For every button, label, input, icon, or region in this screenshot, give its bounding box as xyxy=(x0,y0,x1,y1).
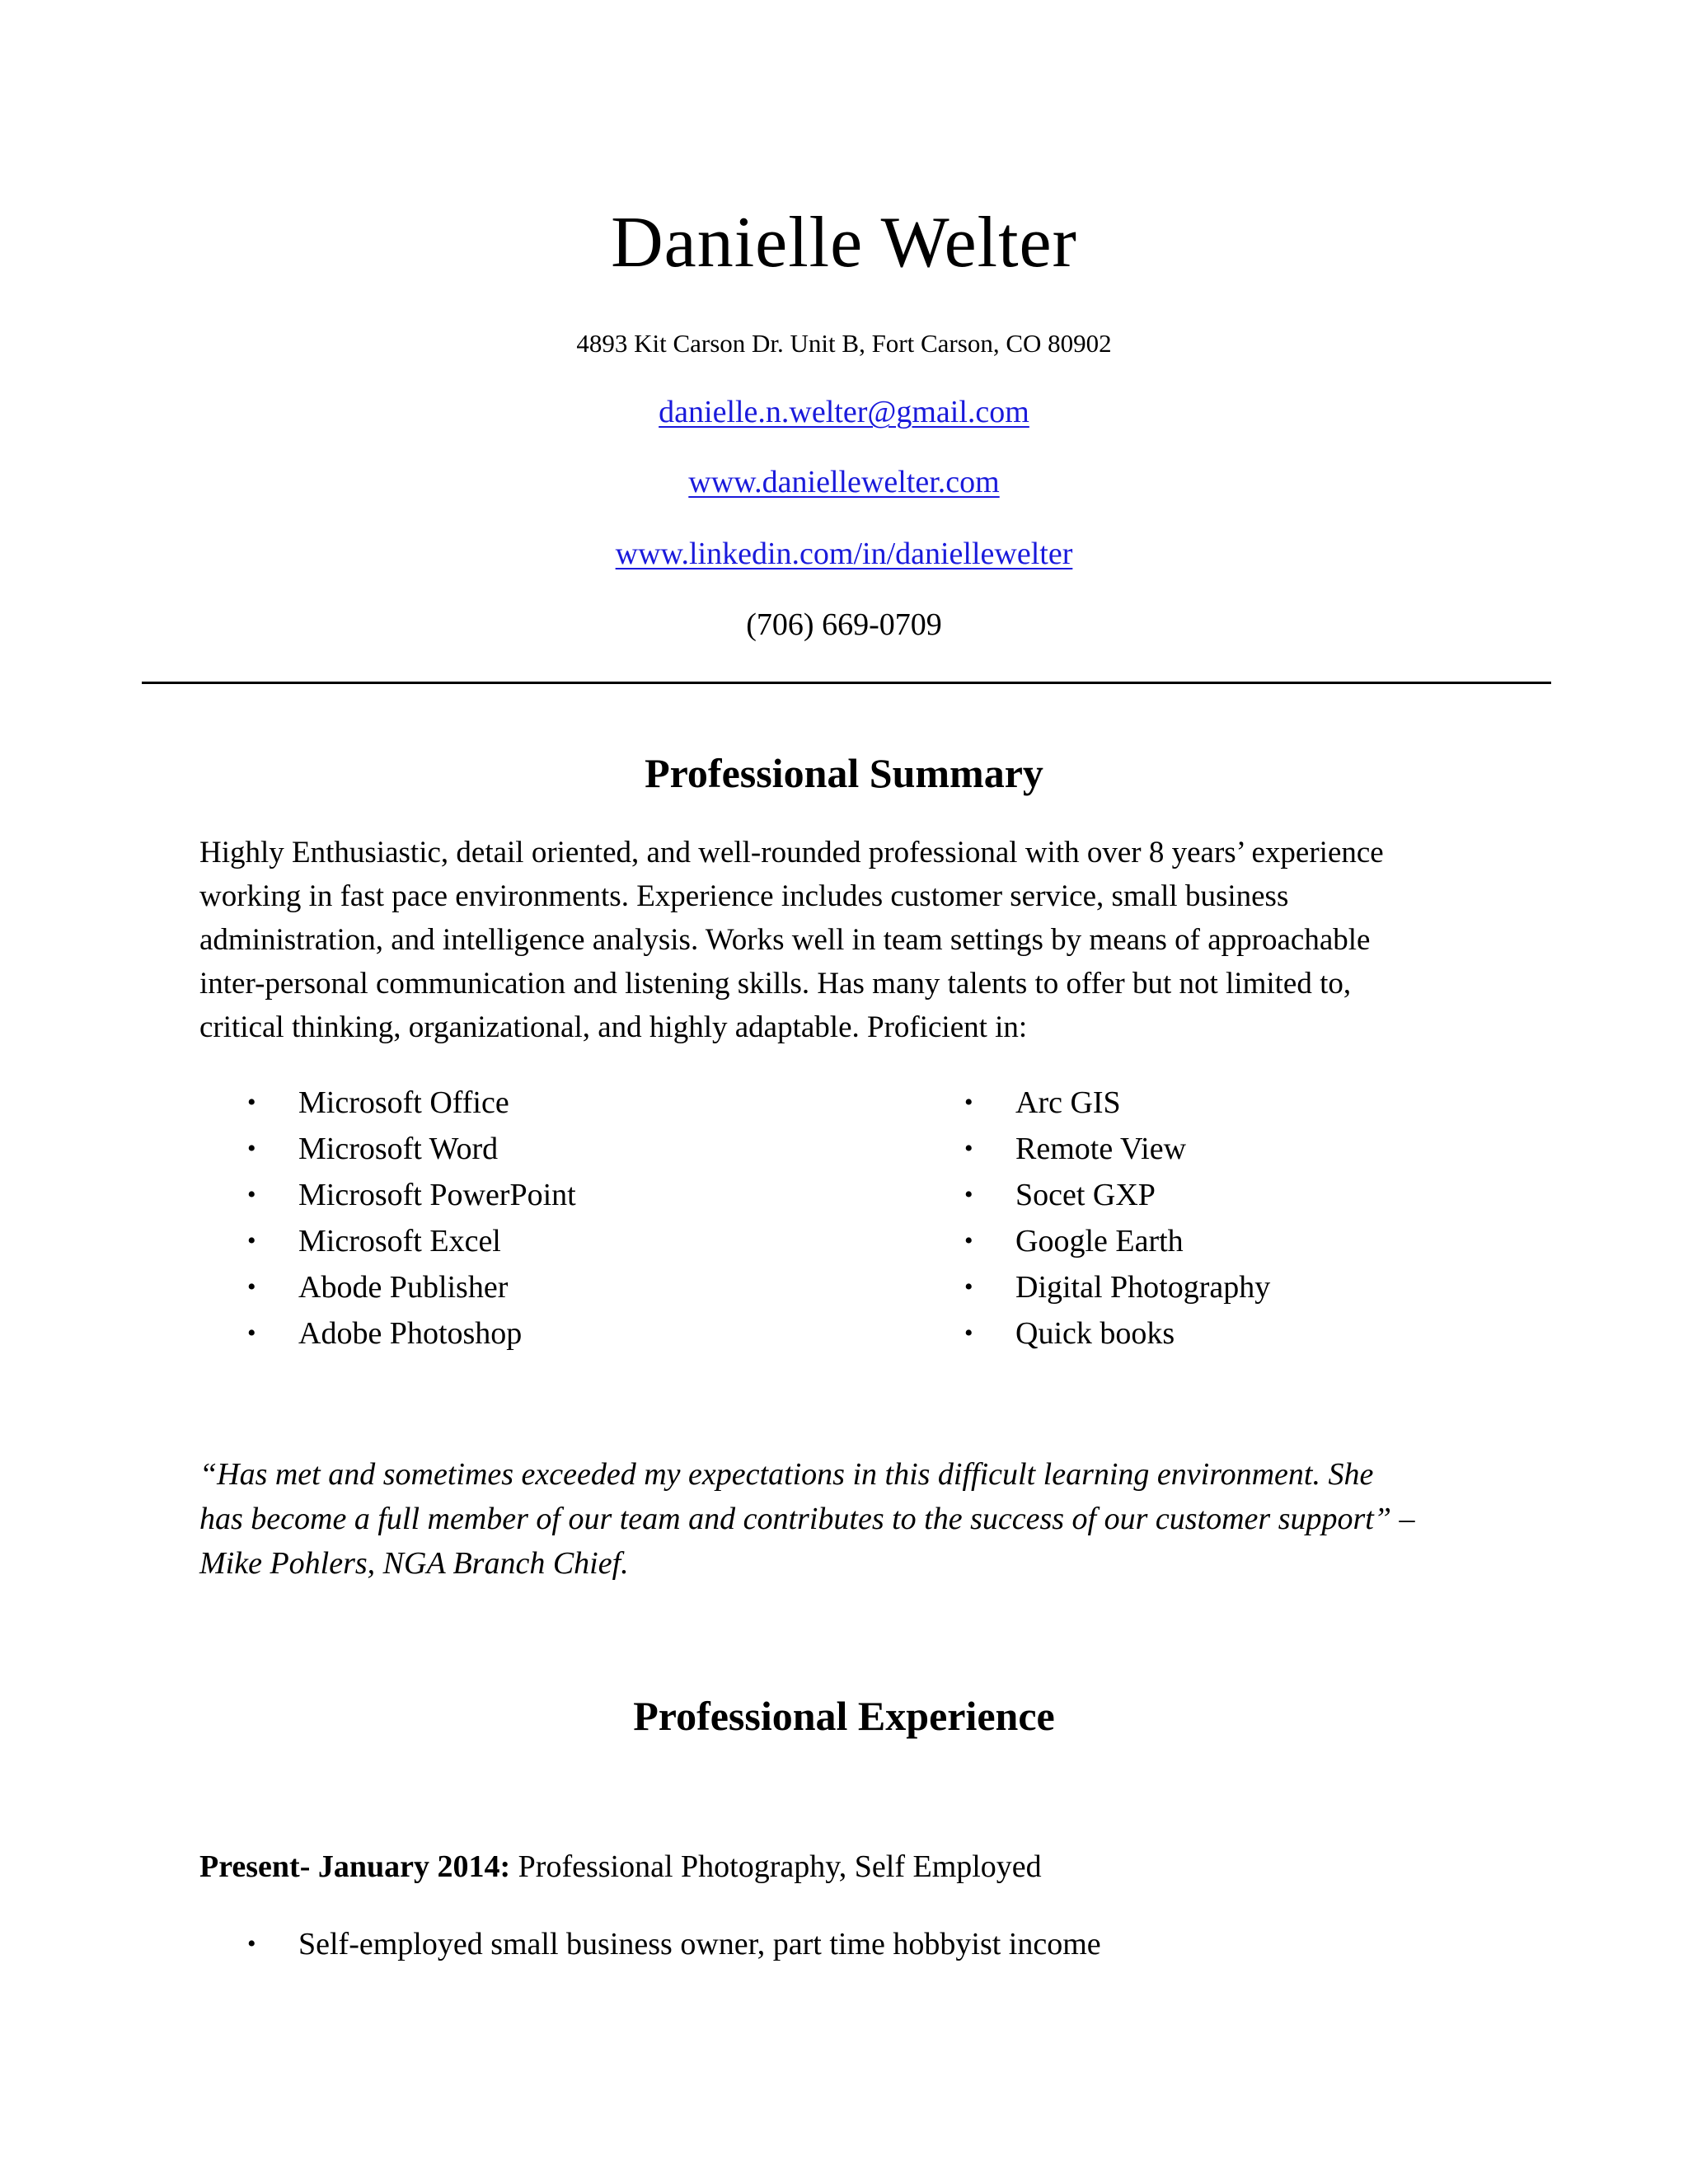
duty-text: Self-employed small business owner, part time hobbyist income xyxy=(298,1927,1101,1961)
list-item xyxy=(964,1310,1270,1357)
email-link[interactable]: danielle.n.welter@gmail.com xyxy=(659,395,1029,429)
skill-label: Arc GIS xyxy=(1015,1085,1121,1120)
header-divider xyxy=(142,682,1551,684)
skills-list-right xyxy=(964,1080,1270,1357)
bullet-icon: • xyxy=(964,1227,973,1254)
bullet-icon: • xyxy=(247,1135,256,1162)
skill-label: Abode Publisher xyxy=(298,1270,509,1305)
list-item xyxy=(964,1218,1270,1264)
summary-heading: Professional Summary xyxy=(645,750,1043,796)
job-entry xyxy=(199,1846,1042,1887)
summary-line: working in fast pace environments. Experience includes customer service, small business xyxy=(199,879,1289,913)
skill-label: Socet GXP xyxy=(1015,1178,1156,1212)
job-role: Professional Photography, Self Employed xyxy=(510,1849,1042,1884)
phone-number: (706) 669-0709 xyxy=(746,607,942,642)
summary-line: administration, and intelligence analysis. Works well in team settings by means of approachable xyxy=(199,923,1371,957)
bullet-icon: • xyxy=(247,1930,256,1957)
list-item xyxy=(964,1264,1270,1310)
candidate-name: Danielle Welter xyxy=(611,203,1077,283)
job-duties-list xyxy=(247,1921,1101,1967)
skill-label: Digital Photography xyxy=(1015,1270,1271,1305)
list-item xyxy=(247,1921,1101,1967)
list-item xyxy=(247,1310,576,1357)
bullet-icon: • xyxy=(247,1319,256,1347)
quote-line: “Has met and sometimes exceeded my expectations in this difficult learning environment. She xyxy=(199,1457,1374,1492)
skill-label: Microsoft PowerPoint xyxy=(298,1178,576,1212)
skills-list-left xyxy=(247,1080,576,1357)
bullet-icon: • xyxy=(964,1089,973,1116)
bullet-icon: • xyxy=(964,1181,973,1208)
address: 4893 Kit Carson Dr. Unit B, Fort Carson, CO 80902 xyxy=(576,329,1112,358)
list-item xyxy=(964,1126,1270,1172)
skill-label: Microsoft Word xyxy=(298,1132,499,1166)
skill-label: Quick books xyxy=(1015,1316,1175,1351)
list-item xyxy=(964,1172,1270,1218)
bullet-icon: • xyxy=(964,1273,973,1301)
list-item xyxy=(247,1218,576,1264)
skill-label: Remote View xyxy=(1015,1132,1187,1166)
experience-heading: Professional Experience xyxy=(633,1693,1055,1739)
skill-label: Google Earth xyxy=(1015,1224,1184,1258)
website-link[interactable]: www.daniellewelter.com xyxy=(688,465,1000,499)
skill-label: Adobe Photoshop xyxy=(298,1316,523,1351)
list-item xyxy=(247,1126,576,1172)
testimonial-quote xyxy=(199,1452,1518,1586)
bullet-icon: • xyxy=(964,1319,973,1347)
list-item xyxy=(247,1172,576,1218)
bullet-icon: • xyxy=(247,1181,256,1208)
bullet-icon: • xyxy=(247,1273,256,1301)
bullet-icon: • xyxy=(247,1227,256,1254)
job-date: Present- January 2014: xyxy=(199,1849,511,1884)
bullet-icon: • xyxy=(964,1135,973,1162)
quote-line: has become a full member of our team and contributes to the success of our customer support” – xyxy=(199,1502,1415,1536)
summary-line: inter-personal communication and listening skills. Has many talents to offer but not limited to, xyxy=(199,967,1352,1001)
summary-paragraph xyxy=(199,831,1502,1049)
quote-line: Mike Pohlers, NGA Branch Chief. xyxy=(199,1546,629,1581)
linkedin-link[interactable]: www.linkedin.com/in/daniellewelter xyxy=(615,537,1073,571)
list-item xyxy=(247,1264,576,1310)
list-item xyxy=(247,1080,576,1126)
bullet-icon: • xyxy=(247,1089,256,1116)
skill-label: Microsoft Office xyxy=(298,1085,509,1120)
skill-label: Microsoft Excel xyxy=(298,1224,501,1258)
summary-line: Highly Enthusiastic, detail oriented, and well-rounded professional with over 8 years’ experience xyxy=(199,836,1384,869)
list-item xyxy=(964,1080,1270,1126)
summary-line: critical thinking, organizational, and highly adaptable. Proficient in: xyxy=(199,1010,1028,1044)
